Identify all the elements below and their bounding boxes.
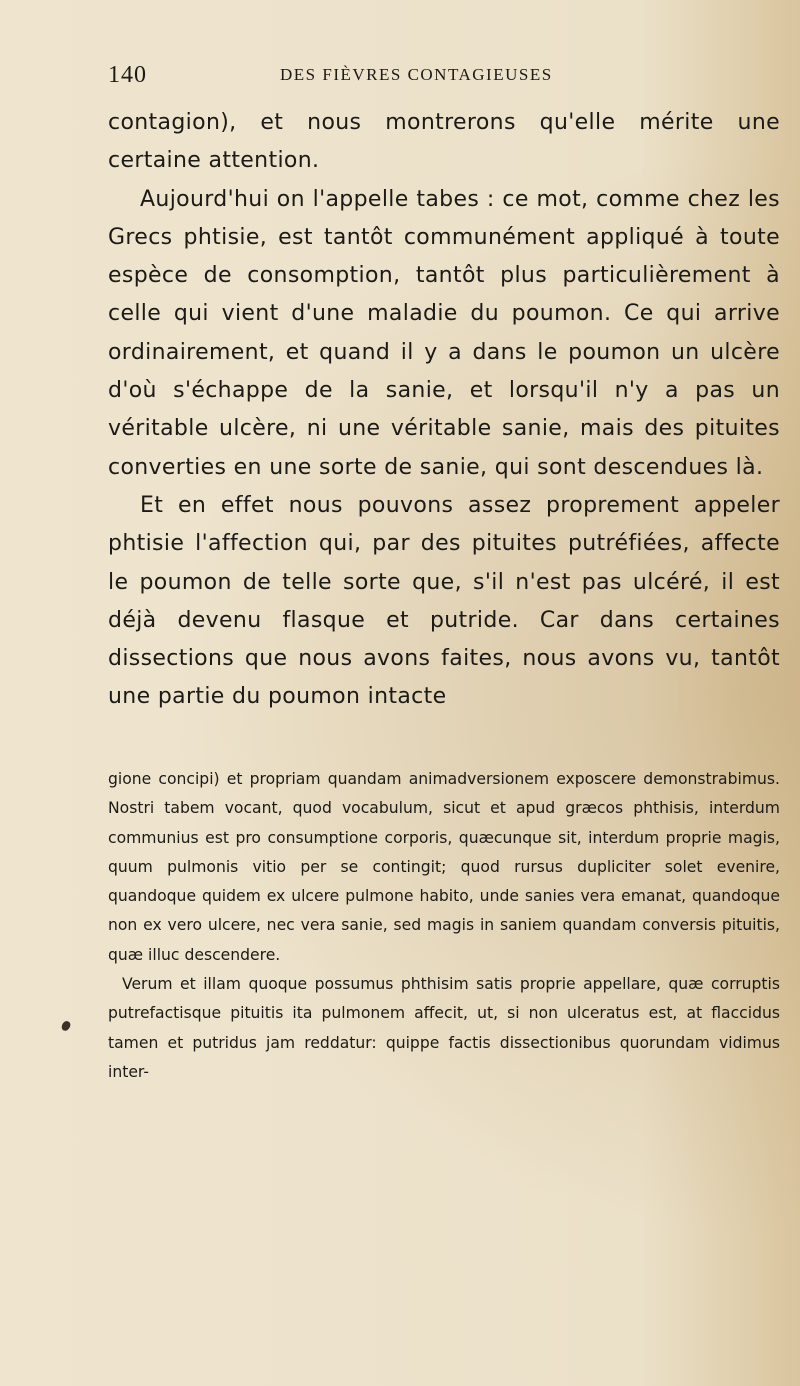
french-paragraph: Et en effet nous pouvons assez proprement appeler phtisie l'affection qui, par des pituites putréfiées, affecte le poumon de telle sorte que, s'il n'est pas ulcéré, il est déjà devenu flasque et putride. Car dans certaines dissections que nous avons faites, nous avons vu, tantôt une partie du poumon intacte <box>108 492 780 710</box>
french-text-block <box>108 104 780 717</box>
latin-paragraph: gione concipi) et propriam quandam animadversionem exposcere demonstrabimus. Nostri tabem vocant, quod vocabulum, sicut et apud græcos phthisis, interdum communius est pro consumptione corporis, quæcunque sit, interdum proprie magis, quum pulmonis vitio per se contingit; quod rursus dupliciter solet evenire, quandoque quidem ex ulcere pulmone habito, unde sanies vera emanat, quandoque non ex vero ulcere, nec vera sanie, sed magis in saniem quandam conversis pituitis, quæ illuc descendere. <box>108 770 780 964</box>
french-paragraph: Aujourd'hui on l'appelle tabes : ce mot, comme chez les Grecs phtisie, est tantôt communément appliqué à toute espèce de consomption, tantôt plus particulièrement à celle qui vient d'une maladie du poumon. Ce qui arrive ordinairement, et quand il y a dans le poumon un ulcère d'où s'échappe de la sanie, et lorsqu'il n'y a pas un véritable ulcère, ni une véritable sanie, mais des pituites converties en une sorte de sanie, qui sont descendues là. <box>108 186 780 480</box>
latin-text-block <box>108 765 780 1087</box>
page-header <box>108 62 598 88</box>
running-head: DES FIÈVRES CONTAGIEUSES <box>280 65 553 84</box>
french-paragraph: contagion), et nous montrerons qu'elle mérite une certaine attention. <box>108 110 780 174</box>
page-number: 140 <box>108 62 147 88</box>
ink-blot <box>61 1020 72 1032</box>
latin-paragraph: Verum et illam quoque possumus phthisim satis proprie appellare, quæ corruptis putrefactisque pituitis ita pulmonem affecit, ut, si non ulceratus est, at flaccidus tamen et putridus jam reddatur: quippe factis dissectionibus quorundam vidimus inter- <box>108 975 780 1081</box>
